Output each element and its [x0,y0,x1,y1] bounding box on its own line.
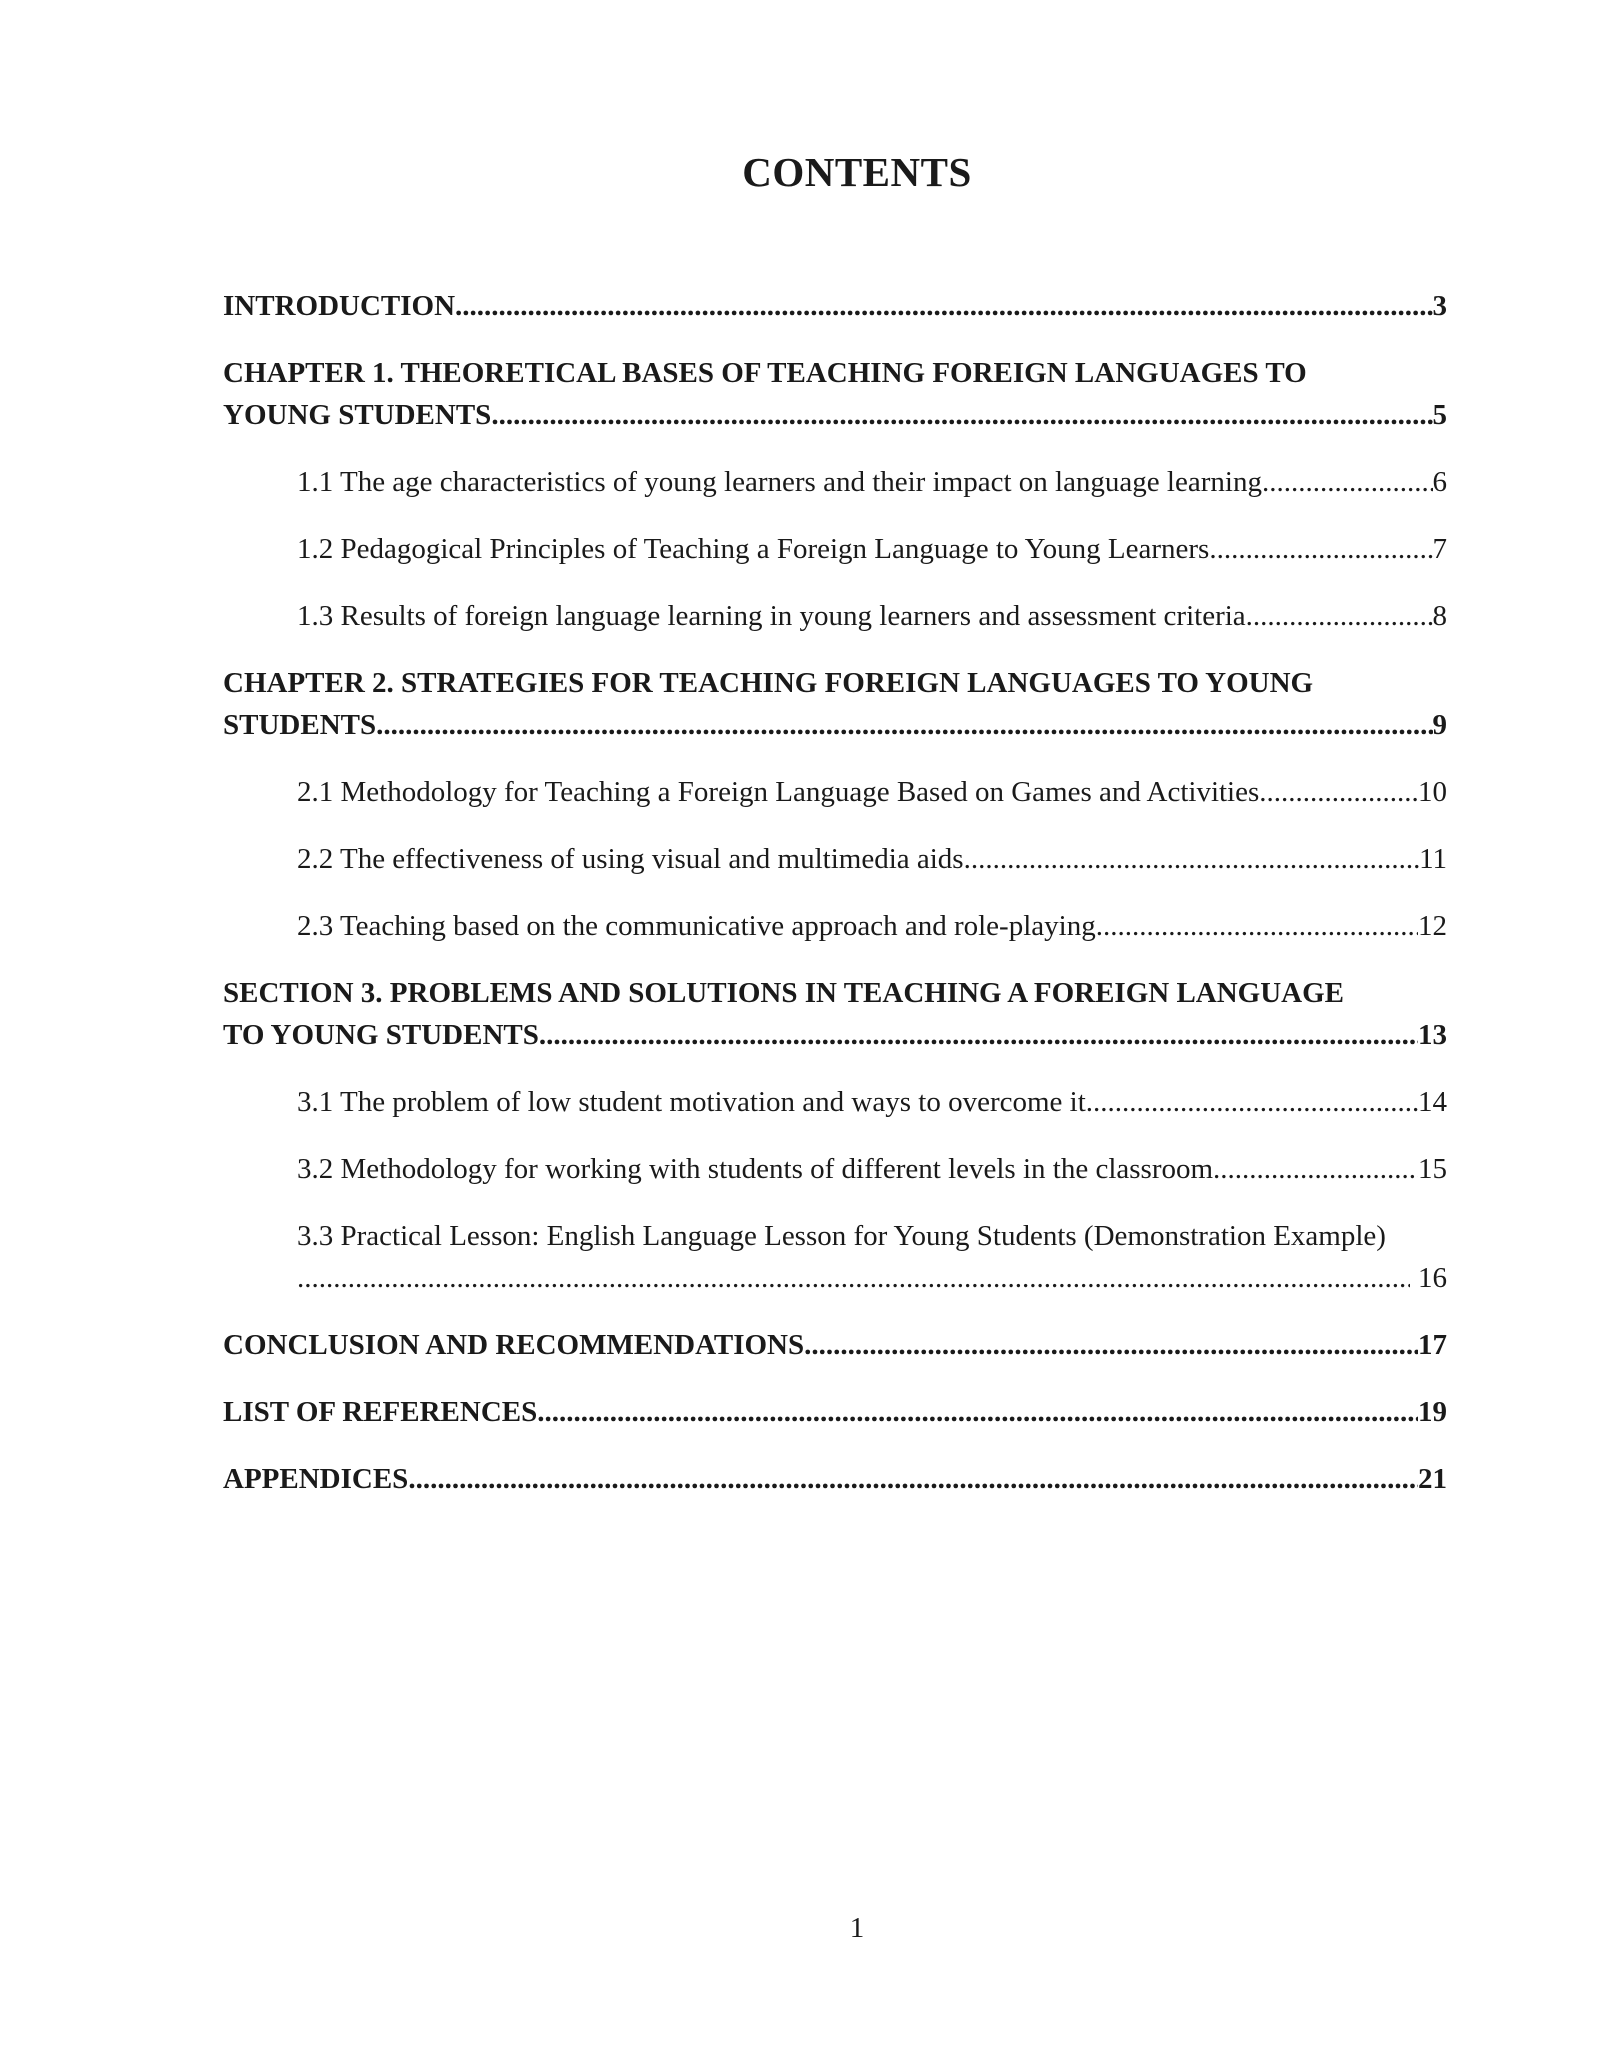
toc-entry-chapter-2[interactable] [223,662,1447,746]
toc-page-number: 15 [1418,1153,1447,1185]
toc-page-number: 12 [1418,910,1447,942]
toc-entry-title: INTRODUCTION [223,290,456,322]
toc-entry-title: 2.3 Teaching based on the communicative approach and role-playing [297,910,1096,942]
toc-entry-title-line: CHAPTER 2. STRATEGIES FOR TEACHING FOREIGN LANGUAGES TO YOUNG [223,667,1314,699]
toc-entry-title: 2.2 The effectiveness of using visual and multimedia aids [297,843,964,875]
toc-entry-title: 2.1 Methodology for Teaching a Foreign Language Based on Games and Activities [297,776,1260,808]
toc-entry-title: TO YOUNG STUDENTS [223,1019,539,1051]
toc-entry-introduction[interactable] [223,285,1447,327]
toc-page-number: 17 [1418,1329,1447,1361]
toc-entry-title: 1.1 The age characteristics of young learners and their impact on language learning [297,466,1262,498]
toc-entry-title-line: CHAPTER 1. THEORETICAL BASES OF TEACHING FOREIGN LANGUAGES TO [223,357,1307,389]
toc-page-number: 19 [1418,1396,1447,1428]
dot-leader [1209,528,1432,570]
toc-entry-title: STUDENTS [223,709,377,741]
toc-entry-1-2[interactable] [223,528,1447,570]
toc-page-number: 3 [1432,290,1447,322]
toc-entry-title: APPENDICES [223,1463,409,1495]
toc-entry-title: 3.2 Methodology for working with students of different levels in the classroom [297,1153,1214,1185]
toc-entry-title: 1.3 Results of foreign language learning in young learners and assessment criteria [297,600,1246,632]
dot-leader [1096,905,1418,947]
toc-page-number: 14 [1418,1086,1447,1118]
toc-entry-3-1[interactable] [223,1081,1447,1123]
toc-entry-title: LIST OF REFERENCES [223,1396,538,1428]
page-number: 1 [849,1912,865,1944]
toc-page-number: 11 [1419,843,1447,875]
toc-entry-appendices[interactable] [223,1458,1447,1500]
dot-leader [537,1391,1418,1433]
dot-leader [455,285,1432,327]
toc-page-number: 7 [1432,533,1447,565]
toc-page-number: 8 [1432,600,1447,632]
toc-entry-1-3[interactable] [223,595,1447,637]
dot-leader [297,1257,1410,1299]
toc-entry-2-2[interactable] [223,838,1447,880]
dot-leader [1086,1081,1418,1123]
toc-entry-title: 3.1 The problem of low student motivation and ways to overcome it [297,1086,1086,1118]
toc-page-number: 6 [1432,466,1447,498]
dot-leader [1246,595,1433,637]
toc-entry-title-line: 3.3 Practical Lesson: English Language Lesson for Young Students (Demonstration Example) [297,1220,1386,1252]
dot-leader [1259,771,1418,813]
toc-entry-2-1[interactable] [223,771,1447,813]
toc-entry-chapter-1[interactable] [223,352,1447,436]
dot-leader [376,704,1432,746]
toc-entry-title-line: SECTION 3. PROBLEMS AND SOLUTIONS IN TEACHING A FOREIGN LANGUAGE [223,977,1345,1009]
toc-page-number: 10 [1418,776,1447,808]
dot-leader [964,838,1419,880]
toc-page-number: 13 [1418,1019,1447,1051]
toc-entry-3-3[interactable] [223,1215,1447,1299]
toc-entry-references[interactable] [223,1391,1447,1433]
page-title: CONTENTS [742,149,972,195]
toc-entry-2-3[interactable] [223,905,1447,947]
dot-leader [1213,1148,1418,1190]
dot-leader [804,1324,1418,1366]
toc-entry-title: CONCLUSION AND RECOMMENDATIONS [223,1329,805,1361]
toc-page-number: 21 [1418,1463,1447,1495]
dot-leader [539,1014,1418,1056]
dot-leader [491,394,1432,436]
dot-leader [408,1458,1418,1500]
dot-leader [1262,461,1433,503]
toc-entry-title: 1.2 Pedagogical Principles of Teaching a Foreign Language to Young Learners [297,533,1210,565]
table-of-contents [223,285,1447,1525]
toc-page-number: 16 [1418,1262,1447,1294]
toc-entry-title: YOUNG STUDENTS [223,399,492,431]
toc-entry-section-3[interactable] [223,972,1447,1056]
toc-entry-3-2[interactable] [223,1148,1447,1190]
toc-entry-conclusion[interactable] [223,1324,1447,1366]
toc-page-number: 5 [1432,399,1447,431]
toc-page-number: 9 [1432,709,1447,741]
toc-entry-1-1[interactable] [223,461,1447,503]
